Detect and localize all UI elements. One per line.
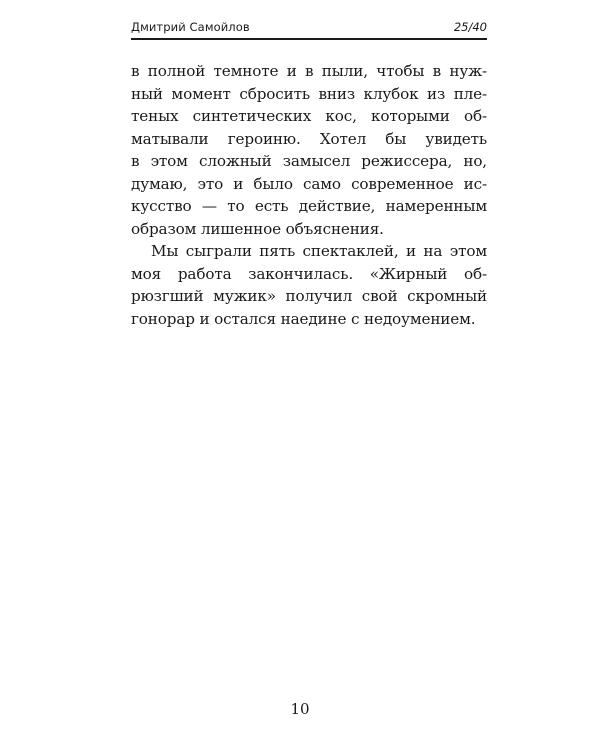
text-line: рюзгший мужик» получил свой скромный xyxy=(131,287,487,305)
text-line: в полной темноте и в пыли, чтобы в нуж- xyxy=(131,62,487,80)
body-text xyxy=(131,60,487,330)
text-line: моя работа закончилась. «Жирный об- xyxy=(131,264,487,283)
header-page-count: 25/40 xyxy=(453,20,487,34)
text-line: в этом сложный замысел режиссера, но, xyxy=(131,152,487,170)
text-line: кусство — то есть действие, намеренным xyxy=(131,197,487,215)
paragraph-2 xyxy=(131,240,487,330)
text-line: теных синтетических кос, которыми об- xyxy=(131,107,487,125)
text-line: Мы сыграли пять спектаклей, и на этом xyxy=(151,242,487,260)
header-author: Дмитрий Самойлов xyxy=(131,20,250,34)
text-line: матывали героиню. Хотел бы увидеть xyxy=(131,129,487,148)
running-header xyxy=(131,18,487,40)
page-number: 10 xyxy=(290,700,310,718)
text-line: образом лишенное объяснения. xyxy=(131,219,384,238)
paragraph-1 xyxy=(131,60,487,240)
text-line: думаю, это и было само современное ис- xyxy=(131,174,487,193)
text-line: гонорар и остался наедине с недоумением. xyxy=(131,309,476,328)
text-line: ный момент сбросить вниз клубок из пле- xyxy=(131,84,487,103)
